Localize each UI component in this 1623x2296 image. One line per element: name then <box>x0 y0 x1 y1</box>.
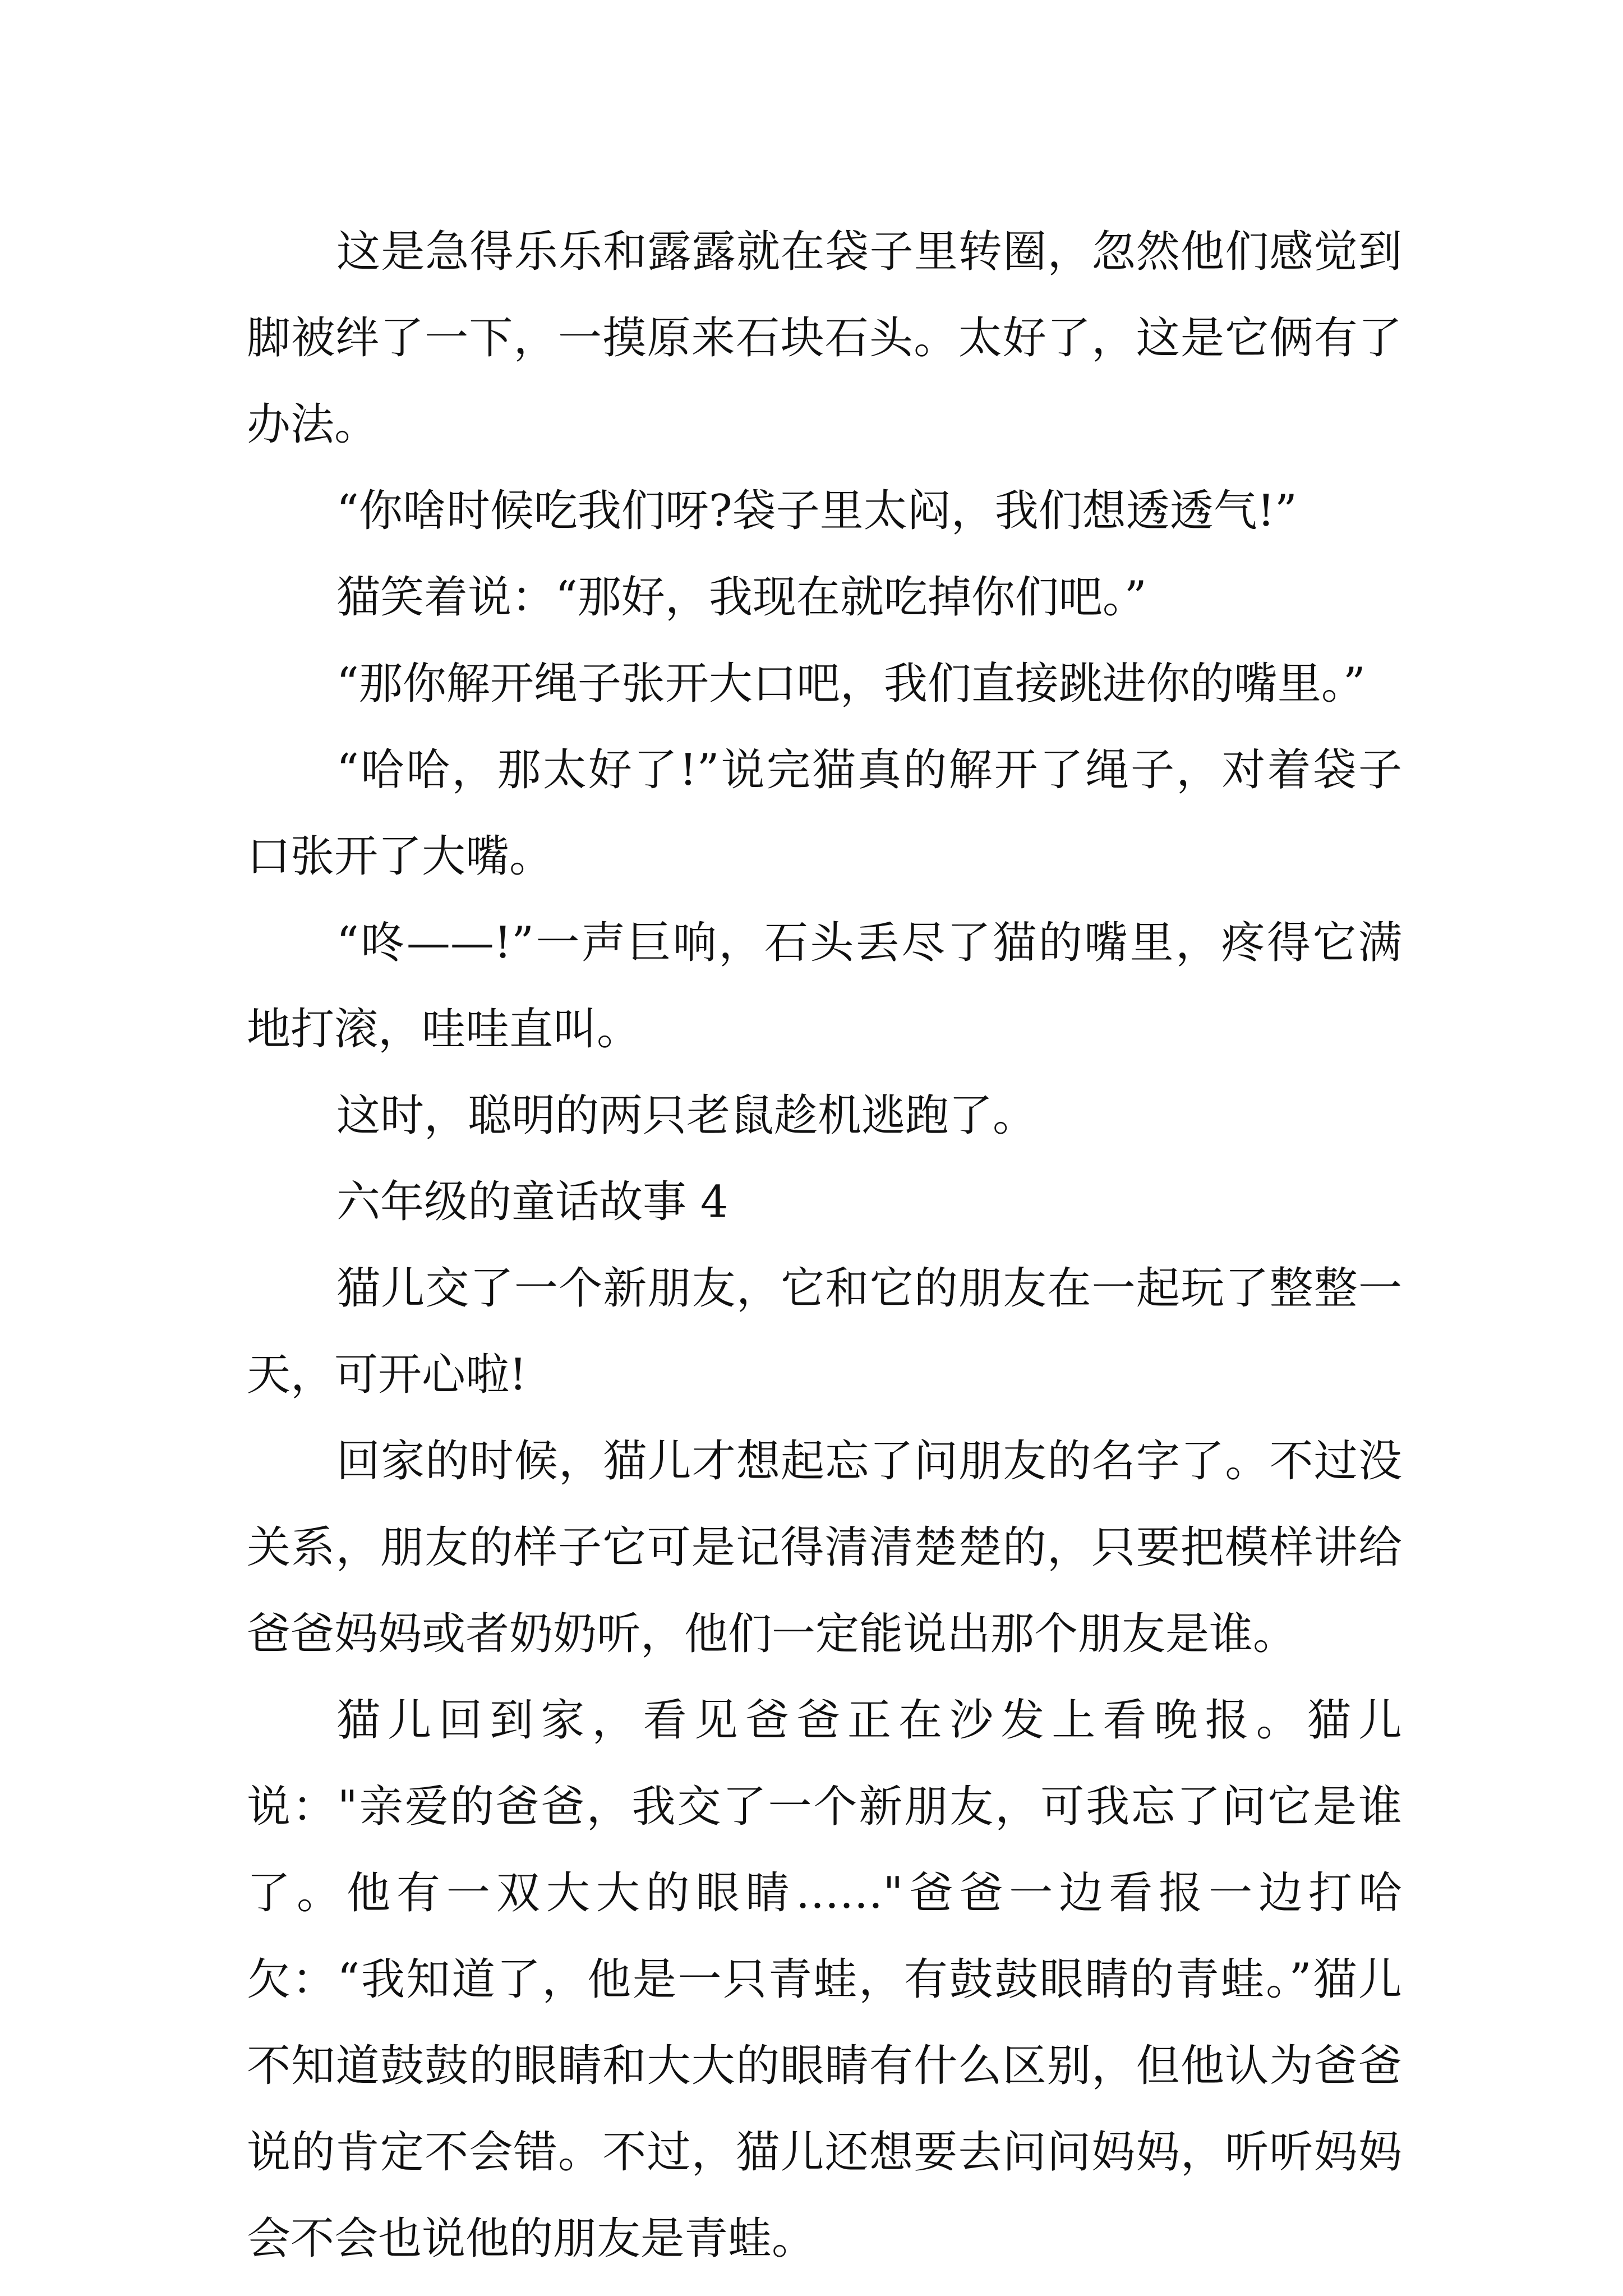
paragraph-3: 猫笑着说：“那好，我现在就吃掉你们吧。” <box>336 572 1147 623</box>
paragraph-1: 这是急得乐乐和露露就在袋子里转圈，忽然他们感觉到脚被绊了一下，一摸原来石块石头。太好了，这是它俩有了办法。 <box>247 227 1402 450</box>
paragraph-6: “咚——!”一声巨响，石头丢尽了猫的嘴里，疼得它满地打滚，哇哇直叫。 <box>247 918 1402 1055</box>
paragraph-9: 回家的时候，猫儿才想起忘了问朋友的名字了。不过没关系，朋友的样子它可是记得清清楚楚的，只要把模样讲给爸爸妈妈或者奶奶听，他们一定能说出那个朋友是谁。 <box>247 1436 1402 1659</box>
paragraph-2: “你啥时候吃我们呀?袋子里太闷，我们想透透气!” <box>336 486 1297 536</box>
paragraph-5: “哈哈，那太好了!”说完猫真的解开了绳子，对着袋子口张开了大嘴。 <box>247 745 1402 882</box>
paragraph-4: “那你解开绳子张开大口吧，我们直接跳进你的嘴里。” <box>336 659 1366 709</box>
section-heading: 六年级的童话故事 4 <box>336 1177 728 1227</box>
document-page <box>247 209 1402 2282</box>
paragraph-8: 猫儿交了一个新朋友，它和它的朋友在一起玩了整整一天，可开心啦! <box>247 1263 1402 1400</box>
paragraph-10: 猫儿回到家，看见爸爸正在沙发上看晚报。猫儿说："亲爱的爸爸，我交了一个新朋友，可我忘了问它是谁了。他有一双大大的眼睛……"爸爸一边看报一边打哈欠：“我知道了，他是一只青蛙，有鼓鼓眼睛的青蛙。”猫儿不知道鼓鼓的眼睛和大大的眼睛有什么区别，但他认为爸爸说的肯定不会错。不过，猫儿还想要去问问妈妈，听听妈妈会不会也说他的朋友是青蛙。 <box>247 1695 1402 2264</box>
paragraph-7: 这时，聪明的两只老鼠趁机逃跑了。 <box>336 1091 1037 1141</box>
